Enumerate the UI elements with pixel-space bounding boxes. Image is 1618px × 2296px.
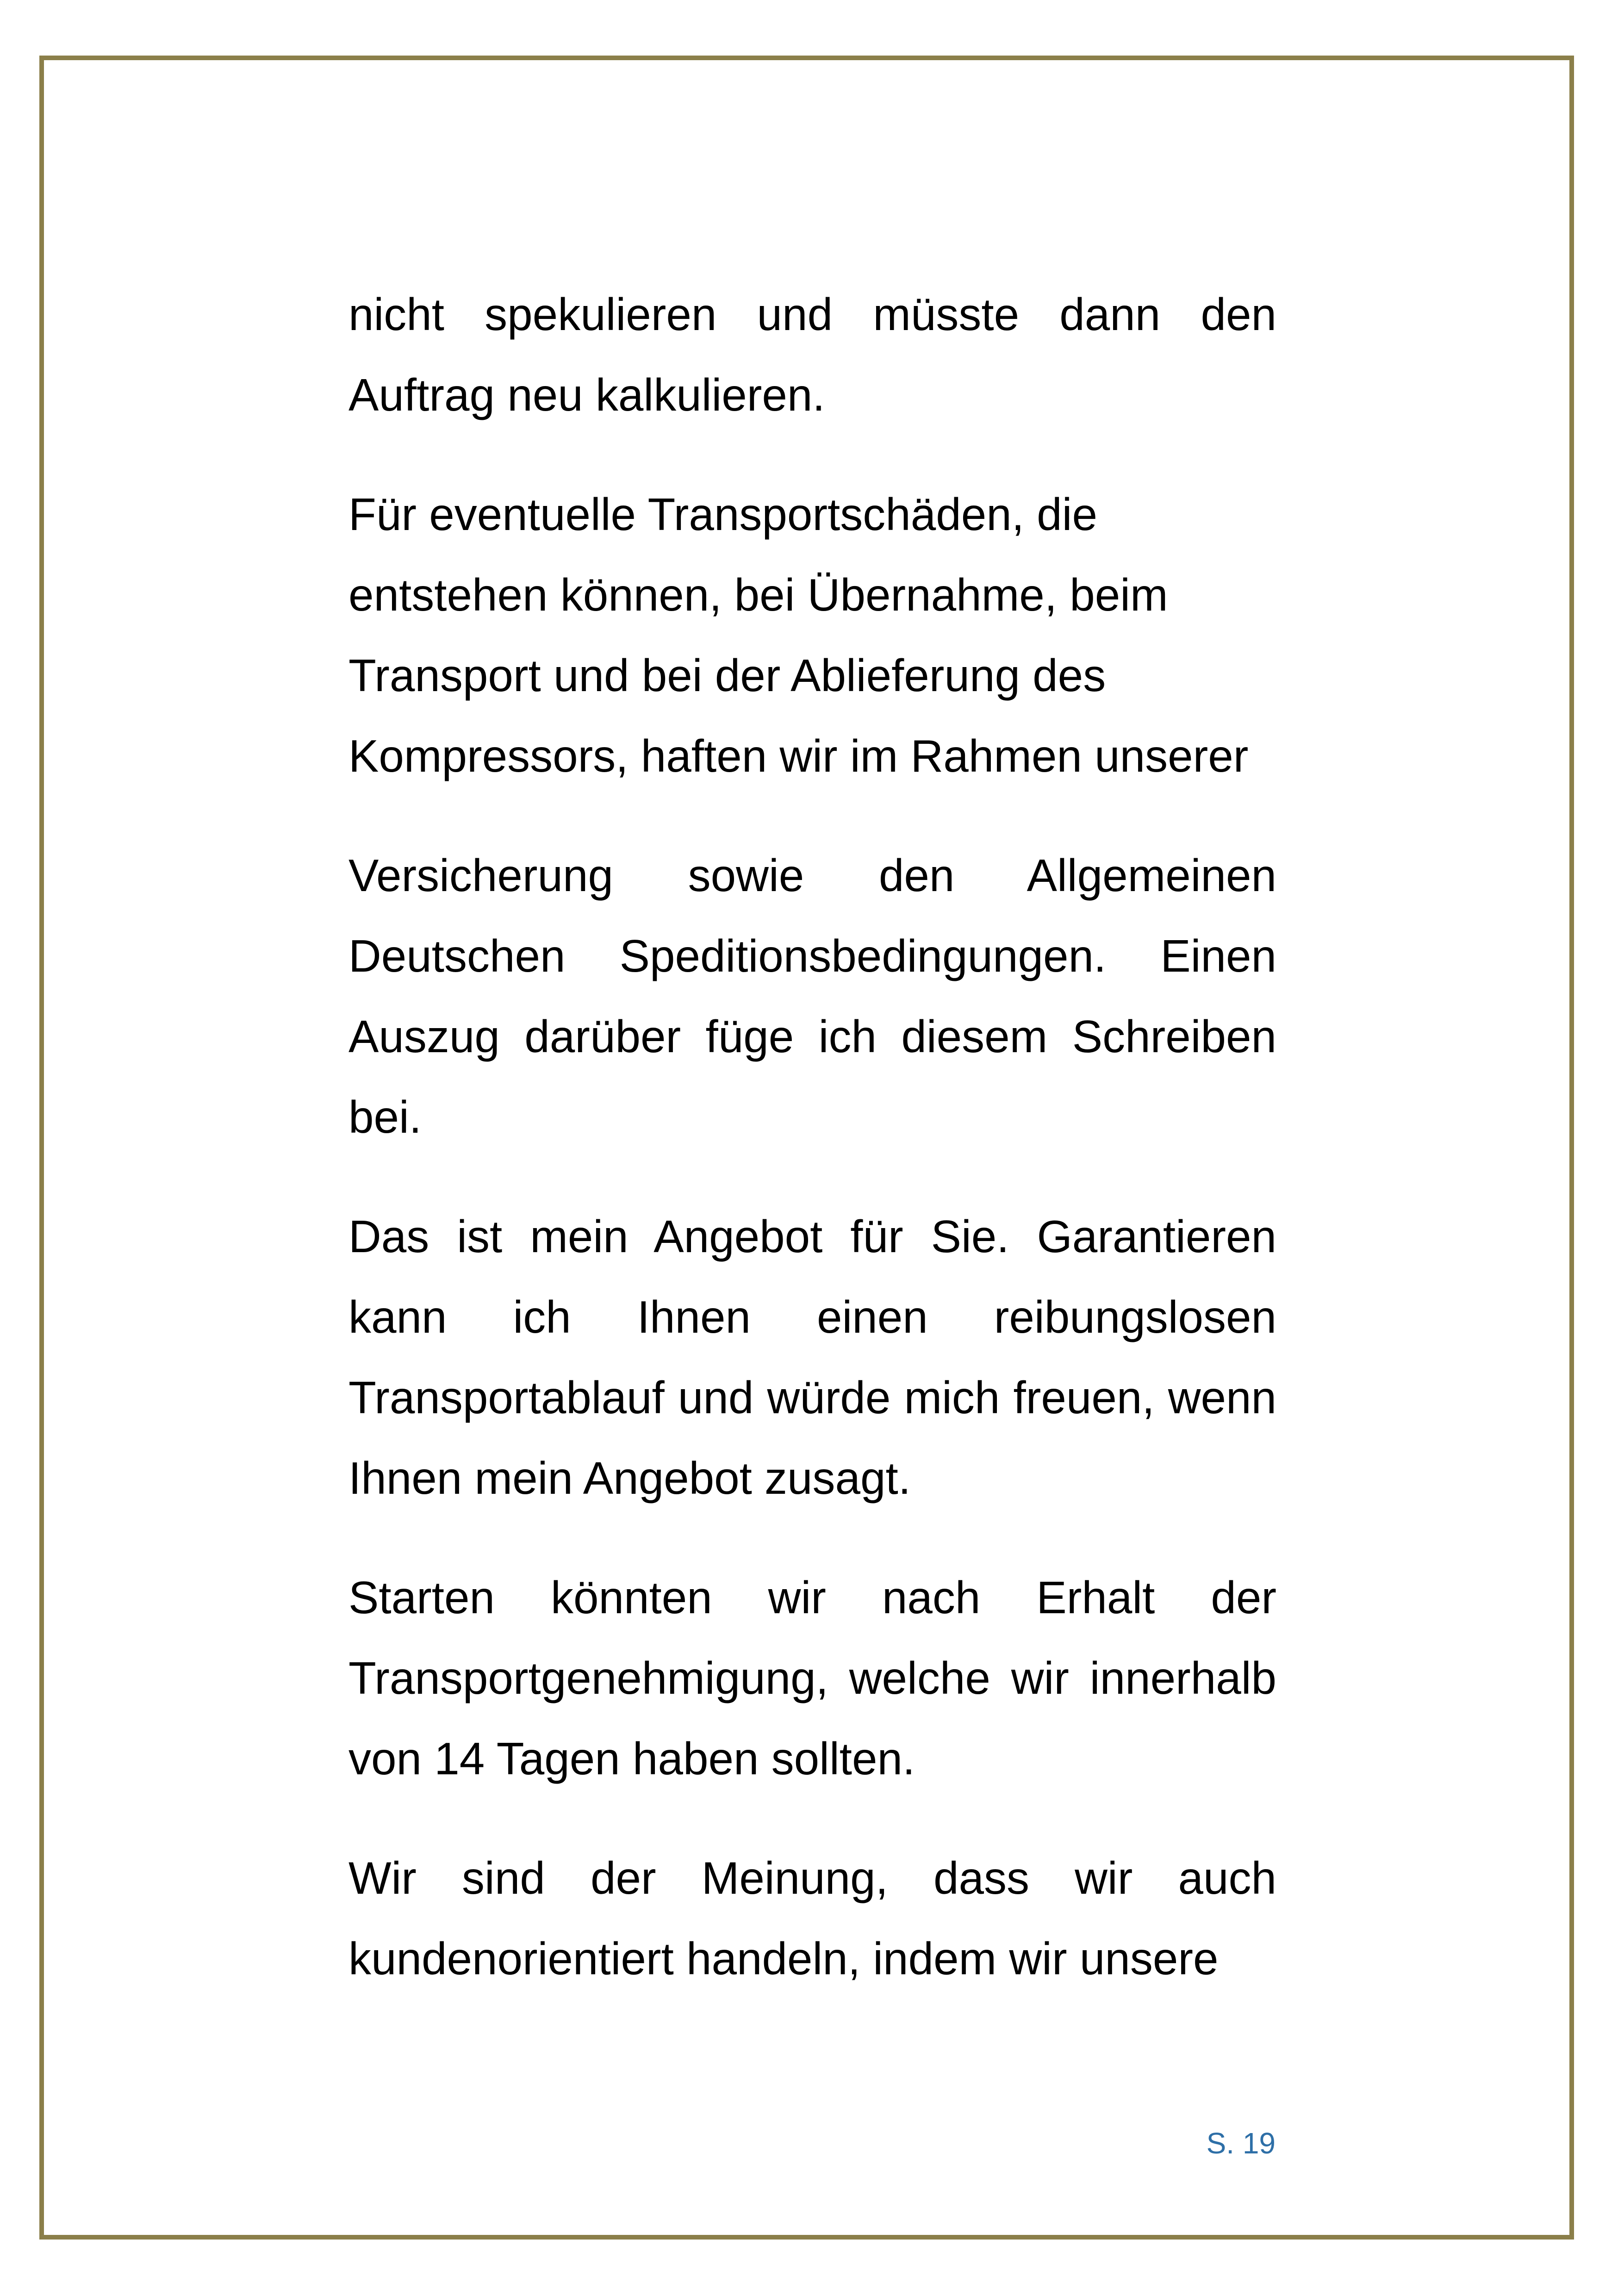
paragraph-4: Das ist mein Angebot für Sie. Garantieren kann ich Ihnen einen reibungslosen Transportablauf und würde mich freuen, wenn Ihnen mein Angebot zusagt. <box>348 1211 1276 1504</box>
paragraph-6: Wir sind der Meinung, dass wir auch kundenorientiert handeln, indem wir unsere <box>348 1853 1276 1984</box>
paragraph-1: nicht spekulieren und müsste dann den Auftrag neu kalkulieren. <box>348 289 1276 420</box>
paragraph-5: Starten könnten wir nach Erhalt der Transportgenehmigung, welche wir innerhalb von 14 Tagen haben sollten. <box>348 1572 1276 1784</box>
paragraph-2: Für eventuelle Transportschäden, die entstehen können, bei Übernahme, beim Transport und bei der Ablieferung des Kompressors, haften wir im Rahmen unserer <box>348 489 1249 781</box>
page-number: S. 19 <box>1206 2127 1276 2160</box>
body-text <box>348 274 1276 1999</box>
paragraph-3: Versicherung sowie den Allgemeinen Deutschen Speditionsbedingungen. Einen Auszug darüber füge ich diesem Schreiben bei. <box>348 850 1276 1142</box>
